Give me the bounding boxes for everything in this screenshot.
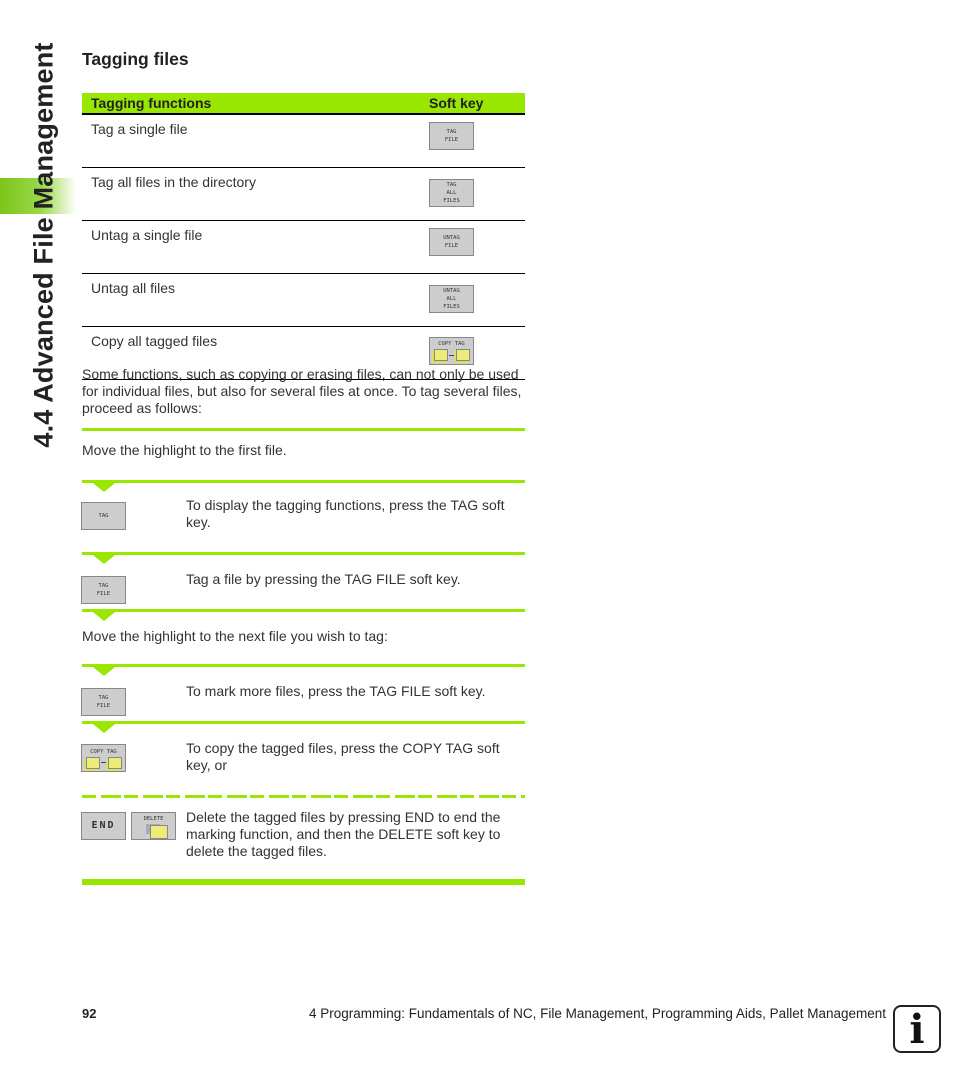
softkey-tag-file: TAG FILE	[429, 122, 474, 150]
info-icon: i	[893, 1005, 941, 1053]
softkey-tag-all-files: TAG ALL FILES	[429, 179, 474, 207]
page-heading: Tagging files	[82, 49, 189, 69]
step-text: To display the tagging functions, press the TAG soft key.	[186, 497, 505, 530]
step-arrow-icon	[93, 724, 115, 733]
function-cell: Untag all files	[82, 274, 418, 327]
table-row	[82, 114, 525, 168]
softkey-untag-all-files: UNTAG ALL FILES	[429, 285, 474, 313]
softkey-copy-tag: COPY TAG	[429, 337, 474, 365]
step-arrow-icon	[93, 555, 115, 564]
table-row	[82, 221, 525, 274]
intro-paragraph: Some functions, such as copying or erasing files, can not only be used for individual files, but also for several files at once. To tag several files, proceed as follows:	[82, 366, 522, 416]
copy-folders-icon	[86, 757, 122, 769]
function-cell: Tag all files in the directory	[82, 168, 418, 221]
step-text: To copy the tagged files, press the COPY TAG soft key, or	[186, 740, 500, 773]
step-text: Move the highlight to the first file.	[82, 442, 287, 458]
page-number: 92	[82, 1006, 97, 1021]
step-text: Delete the tagged files by pressing END to end the marking function, and then the DELETE soft key to delete the tagged files.	[186, 809, 501, 859]
function-cell: Tag a single file	[82, 114, 418, 168]
column-header-function: Tagging functions	[82, 93, 418, 114]
step-divider	[82, 721, 525, 724]
column-header-softkey: Soft key	[418, 93, 525, 114]
step-text: To mark more files, press the TAG FILE soft key.	[186, 683, 486, 699]
alternative-divider	[82, 795, 525, 798]
softkey-copy-tag: COPY TAG	[81, 744, 126, 772]
softkey-tag-file: TAG FILE	[81, 688, 126, 716]
step-divider	[82, 664, 525, 667]
end-key: END	[81, 812, 126, 840]
section-title: 4.4 Advanced File Management	[28, 42, 59, 448]
softkey-untag-file: UNTAG FILE	[429, 228, 474, 256]
step-divider	[82, 480, 525, 483]
tagging-functions-table	[82, 93, 525, 380]
chapter-title: 4 Programming: Fundamentals of NC, File Management, Programming Aids, Pallet Management	[308, 1006, 886, 1021]
function-cell: Untag a single file	[82, 221, 418, 274]
step-divider	[82, 609, 525, 612]
step-text: Move the highlight to the next file you wish to tag:	[82, 628, 388, 644]
function-cell: Copy all tagged files	[82, 327, 418, 380]
step-arrow-icon	[93, 612, 115, 621]
table-row	[82, 168, 525, 221]
softkey-tag-file: TAG FILE	[81, 576, 126, 604]
step-divider	[82, 428, 525, 431]
step-text: Tag a file by pressing the TAG FILE soft key.	[186, 571, 461, 587]
step-arrow-icon	[93, 667, 115, 676]
eraser-icon	[150, 825, 168, 839]
softkey-tag: TAG	[81, 502, 126, 530]
end-divider	[82, 879, 525, 885]
table-row	[82, 274, 525, 327]
step-divider	[82, 552, 525, 555]
softkey-delete: DELETE	[131, 812, 176, 840]
copy-folders-icon	[434, 349, 470, 361]
step-arrow-icon	[93, 483, 115, 492]
